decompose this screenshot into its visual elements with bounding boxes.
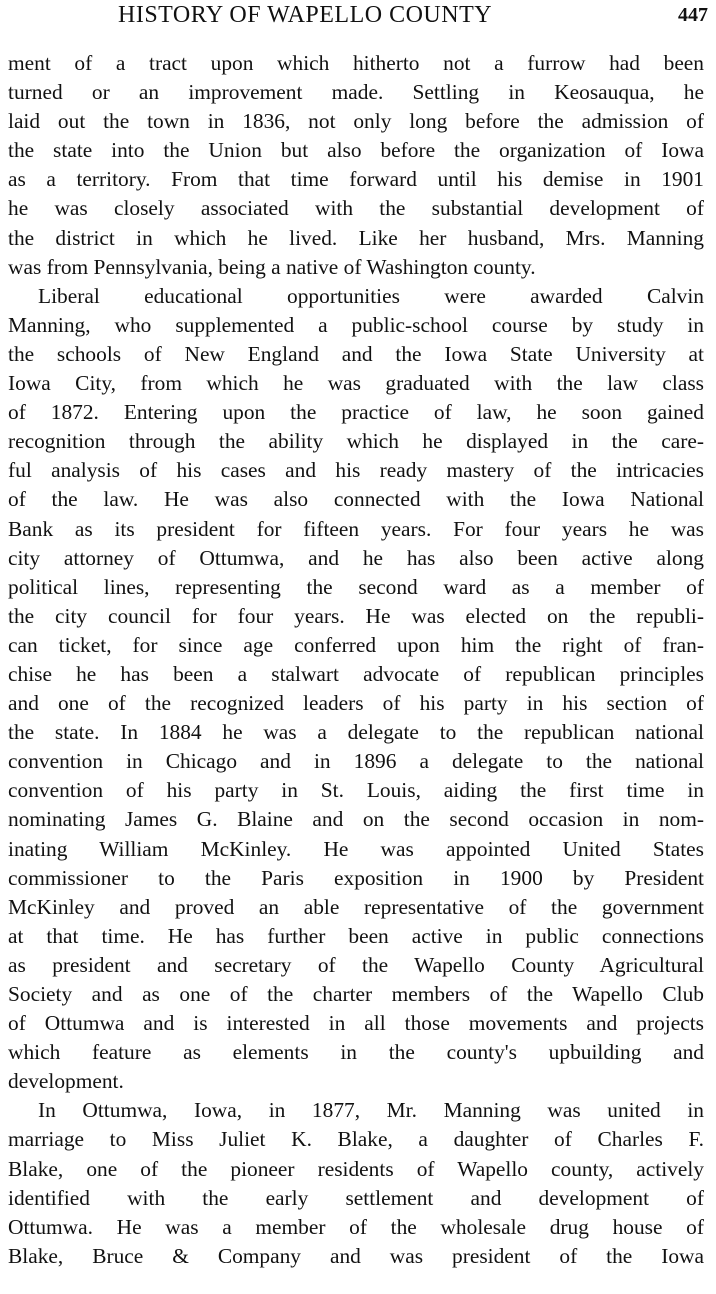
text-line: identified with the early settlement and development of (8, 1185, 704, 1210)
text-line: which feature as elements in the county's upbuilding and (8, 1040, 704, 1065)
text-line: of the law. He was also connected with the Iowa National (8, 487, 704, 512)
running-head (8, 2, 708, 32)
text-line: Blake, one of the pioneer residents of Wapello county, actively (8, 1156, 704, 1181)
text-line: of Ottumwa and is interested in all those movements and projects (8, 1011, 704, 1036)
text-line: the state into the Union but also before the organization of Iowa (8, 138, 704, 163)
text-line: as a territory. From that time forward until his demise in 1901 (8, 167, 704, 192)
text-line: convention in Chicago and in 1896 a delegate to the national (8, 749, 704, 774)
text-line: the state. In 1884 he was a delegate to the republican national (8, 720, 704, 745)
text-line: Ottumwa. He was a member of the wholesale drug house of (8, 1214, 704, 1239)
running-title: HISTORY OF WAPELLO COUNTY (118, 2, 493, 28)
text-line: chise he has been a stalwart advocate of republican principles (8, 661, 704, 686)
text-line: Society and as one of the charter members of the Wapello Club (8, 982, 704, 1006)
page-number: 447 (678, 4, 708, 26)
text-line: the district in which he lived. Like her husband, Mrs. Manning (8, 225, 704, 250)
text-line: marriage to Miss Juliet K. Blake, a daughter of Charles F. (8, 1127, 704, 1152)
text-line: nominating James G. Blaine and on the second occasion in nom- (8, 807, 704, 832)
text-line: Blake, Bruce & Company and was president of the Iowa (8, 1243, 704, 1268)
text-line: as president and secretary of the Wapello County Agricultural (8, 952, 704, 977)
text-line: he was closely associated with the substantial development of (8, 196, 704, 221)
text-line: commissioner to the Paris exposition in 1900 by President (8, 865, 704, 890)
text-line: Manning, who supplemented a public-school course by study in (8, 312, 704, 337)
text-line: development. (8, 1069, 124, 1094)
text-line: turned or an improvement made. Settling in Keosauqua, he (8, 80, 704, 105)
text-line: the schools of New England and the Iowa State University at (8, 341, 704, 366)
text-line: convention of his party in St. Louis, aiding the first time in (8, 778, 704, 803)
text-line: ful analysis of his cases and his ready mastery of the intricacies (8, 458, 704, 483)
text-line: laid out the town in 1836, not only long before the admission of (8, 109, 704, 134)
text-line: ment of a tract upon which hitherto not a furrow had been (8, 51, 704, 75)
text-line: political lines, representing the second ward as a member of (8, 574, 704, 599)
text-line: Iowa City, from which he was graduated with the law class (8, 371, 704, 396)
text-line: at that time. He has further been active in public connections (8, 923, 704, 948)
text-line: the city council for four years. He was elected on the republi- (8, 603, 704, 628)
text-line: recognition through the ability which he displayed in the care- (8, 429, 704, 454)
text-line: was from Pennsylvania, being a native of Washington county. (8, 254, 536, 279)
text-line: In Ottumwa, Iowa, in 1877, Mr. Manning was united in (38, 1098, 704, 1123)
text-line: inating William McKinley. He was appointed United States (8, 836, 704, 861)
text-line: can ticket, for since age conferred upon him the right of fran- (8, 632, 704, 657)
text-line: and one of the recognized leaders of his party in his section of (8, 691, 704, 716)
text-line: Bank as its president for fifteen years. For four years he was (8, 516, 704, 541)
text-line: of 1872. Entering upon the practice of law, he soon gained (8, 400, 704, 425)
body-text (8, 49, 704, 1271)
text-line: city attorney of Ottumwa, and he has also been active along (8, 545, 704, 570)
text-line: Liberal educational opportunities were awarded Calvin (38, 283, 704, 308)
text-line: McKinley and proved an able representative of the government (8, 894, 704, 919)
